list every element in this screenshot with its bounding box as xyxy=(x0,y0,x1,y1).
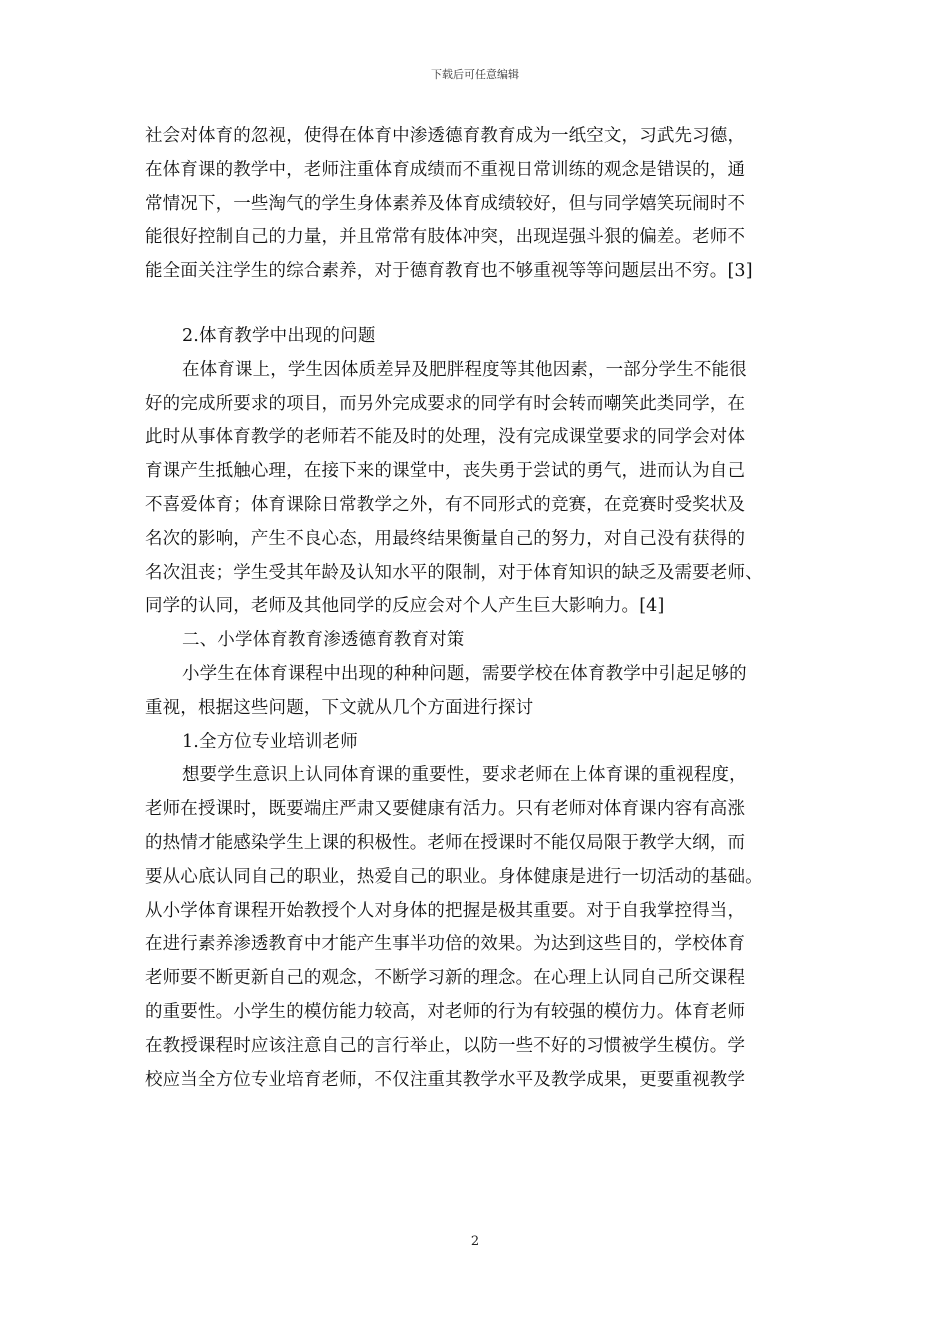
paragraph-4 xyxy=(145,759,817,1097)
text-line: 校应当全方位专业培育老师，不仅注重其教学水平及教学成果，更要重视教学 xyxy=(145,1069,746,1090)
page-number: 2 xyxy=(470,1234,480,1249)
text-line: 育课产生抵触心理，在接下来的课堂中，丧失勇于尝试的勇气，进而认为自己 xyxy=(145,461,746,482)
text-line: 此时从事体育教学的老师若不能及时的处理，没有完成课堂要求的同学会对体 xyxy=(145,427,746,448)
paragraph-2 xyxy=(145,354,817,624)
text-line: 在体育课的教学中，老师注重体育成绩而不重视日常训练的观念是错误的，通 xyxy=(145,159,746,180)
text-line: 好的完成所要求的项目，而另外完成要求的同学有时会转而嘲笑此类同学，在 xyxy=(145,393,746,414)
text-line: 在教授课程时应该注意自己的言行举止，以防一些不好的习惯被学生模仿。学 xyxy=(145,1035,746,1056)
paragraph-gap xyxy=(145,289,817,320)
text-line: 名次沮丧；学生受其年龄及认知水平的限制，对于体育知识的缺乏及需要老师、 xyxy=(145,562,763,583)
text-line: 能全面关注学生的综合素养，对于德育教育也不够重视等等问题层出不穷。[3] xyxy=(145,261,753,282)
text-line: 的热情才能感染学生上课的积极性。老师在授课时不能仅局限于教学大纲，而 xyxy=(145,832,746,853)
heading-teacher-training: 1.全方位专业培训老师 xyxy=(182,731,358,752)
paragraph-1 xyxy=(145,120,817,289)
heading-problems: 2.体育教学中出现的问题 xyxy=(182,325,376,346)
text-line: 同学的认同，老师及其他同学的反应会对个人产生巨大影响力。[4] xyxy=(145,596,665,617)
document-body xyxy=(145,120,817,1097)
text-line: 要从心底认同自己的职业，热爱自己的职业。身体健康是进行一切活动的基础。 xyxy=(145,866,763,887)
text-line: 在进行素养渗透教育中才能产生事半功倍的效果。为达到这些目的，学校体育 xyxy=(145,934,746,955)
text-line: 常情况下，一些淘气的学生身体素养及体育成绩较好，但与同学嬉笑玩闹时不 xyxy=(145,193,746,214)
section-heading: 二、小学体育教育渗透德育教育对策 xyxy=(182,630,465,651)
text-line: 不喜爱体育；体育课除日常教学之外，有不同形式的竞赛，在竞赛时受奖状及 xyxy=(145,494,746,515)
text-line: 从小学体育课程开始教授个人对身体的把握是极其重要。对于自我掌控得当， xyxy=(145,900,746,921)
text-line: 小学生在体育课程中出现的种种问题，需要学校在体育教学中引起足够的 xyxy=(182,663,747,684)
text-line: 社会对体育的忽视，使得在体育中渗透德育教育成为一纸空文，习武先习德， xyxy=(145,126,746,146)
text-line: 想要学生意识上认同体育课的重要性，要求老师在上体育课的重视程度， xyxy=(182,765,747,786)
text-line: 的重要性。小学生的模仿能力较高，对老师的行为有较强的模仿力。体育老师 xyxy=(145,1001,746,1022)
text-line: 名次的影响，产生不良心态，用最终结果衡量自己的努力，对自己没有获得的 xyxy=(145,528,746,549)
text-line: 在体育课上，学生因体质差异及肥胖程度等其他因素，一部分学生不能很 xyxy=(182,359,747,380)
page-header: 下载后可任意编辑 xyxy=(431,68,519,81)
text-line: 重视，根据这些问题，下文就从几个方面进行探讨 xyxy=(145,697,534,718)
text-line: 老师要不断更新自己的观念，不断学习新的理念。在心理上认同自己所交课程 xyxy=(145,968,746,989)
text-line: 能很好控制自己的力量，并且常常有肢体冲突，出现逞强斗狠的偏差。老师不 xyxy=(145,227,746,248)
paragraph-3 xyxy=(145,658,817,726)
text-line: 老师在授课时，既要端庄严肃又要健康有活力。只有老师对体育课内容有高涨 xyxy=(145,799,746,820)
